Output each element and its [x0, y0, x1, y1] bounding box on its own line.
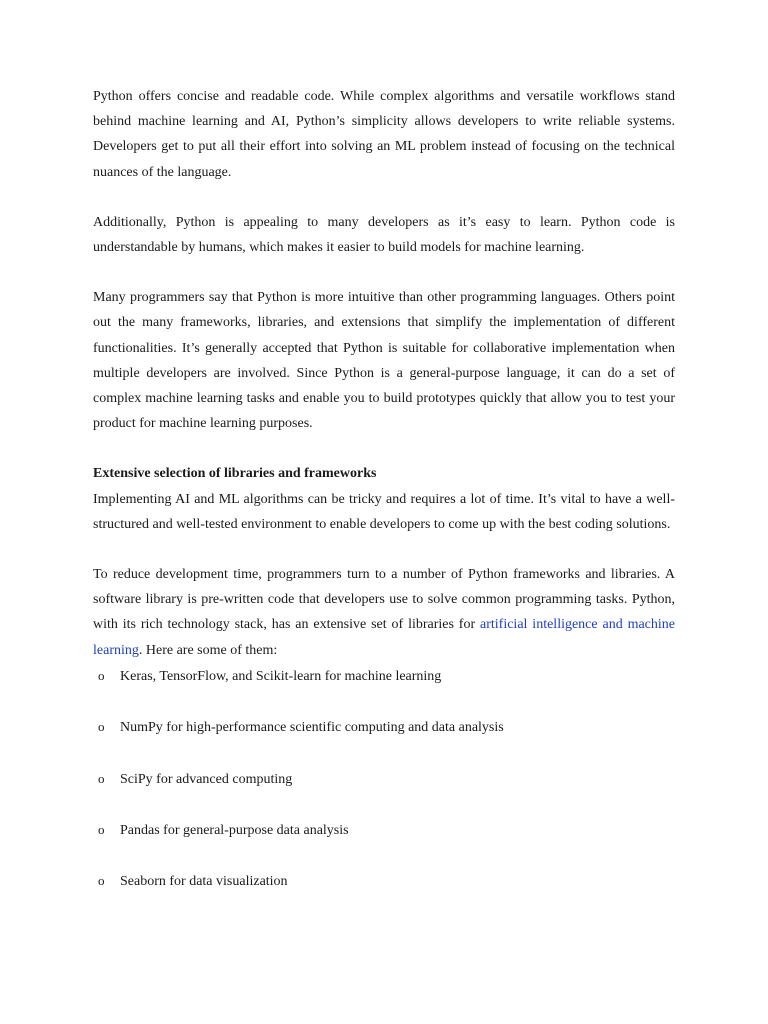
list-item	[93, 817, 675, 868]
library-list	[93, 663, 675, 920]
list-item-text: SciPy for advanced computing	[120, 771, 293, 787]
section-heading: Extensive selection of libraries and frameworks	[93, 466, 377, 482]
list-item-text: Seaborn for data visualization	[120, 874, 288, 890]
list-item-text: Pandas for general-purpose data analysis	[120, 823, 349, 839]
paragraph-libraries-tail: . Here are some of them:	[138, 642, 278, 658]
paragraph-libraries	[93, 562, 675, 663]
list-item	[93, 766, 675, 817]
ai-ml-link[interactable]: artificial intelligence and machine learning	[93, 617, 675, 658]
list-item	[93, 868, 675, 919]
paragraph-easy-to-learn: Additionally, Python is appealing to many developers as it’s easy to learn. Python code is understandable by humans, which makes it easier to build models for machine learning.	[93, 214, 675, 256]
paragraph-concise-code: Python offers concise and readable code. While complex algorithms and versatile workflows stand behind machine learning and AI, Python’s simplicity allows developers to write reliable systems. Developers get to put all their effort into solving an ML problem instead of focusing on the technical nuances of the language.	[93, 89, 675, 180]
list-item-text: Keras, TensorFlow, and Scikit-learn for machine learning	[120, 668, 442, 684]
paragraph-intuitive: Many programmers say that Python is more intuitive than other programming languages. Others point out the many frameworks, libraries, and extensions that simplify the implementation of different functionalities. It’s generally accepted that Python is suitable for collaborative implementation when multiple developers are involved. Since Python is a general-purpose language, it can do a set of complex machine learning tasks and enable you to build prototypes quickly that allow you to test your product for machine learning purposes.	[93, 290, 675, 432]
bullet-marker: o	[98, 822, 105, 838]
bullet-marker: o	[98, 667, 105, 683]
list-item	[93, 714, 675, 765]
paragraph-libraries-text: To reduce development time, programmers turn to a number of Python frameworks and libraries. A software library is pre-written code that developers use to solve common programming tasks. Python, with its rich technology stack, has an extensive set of libraries for	[93, 567, 675, 633]
list-item	[93, 663, 675, 714]
list-item-text: NumPy for high-performance scientific computing and data analysis	[120, 720, 504, 736]
bullet-marker: o	[98, 873, 105, 889]
document-page	[93, 84, 675, 920]
bullet-marker: o	[98, 770, 105, 786]
bullet-marker: o	[98, 719, 105, 735]
paragraph-section-intro: Implementing AI and ML algorithms can be tricky and requires a lot of time. It’s vital to have a well-structured and well-tested environment to enable developers to come up with the best coding solutions.	[93, 491, 675, 532]
